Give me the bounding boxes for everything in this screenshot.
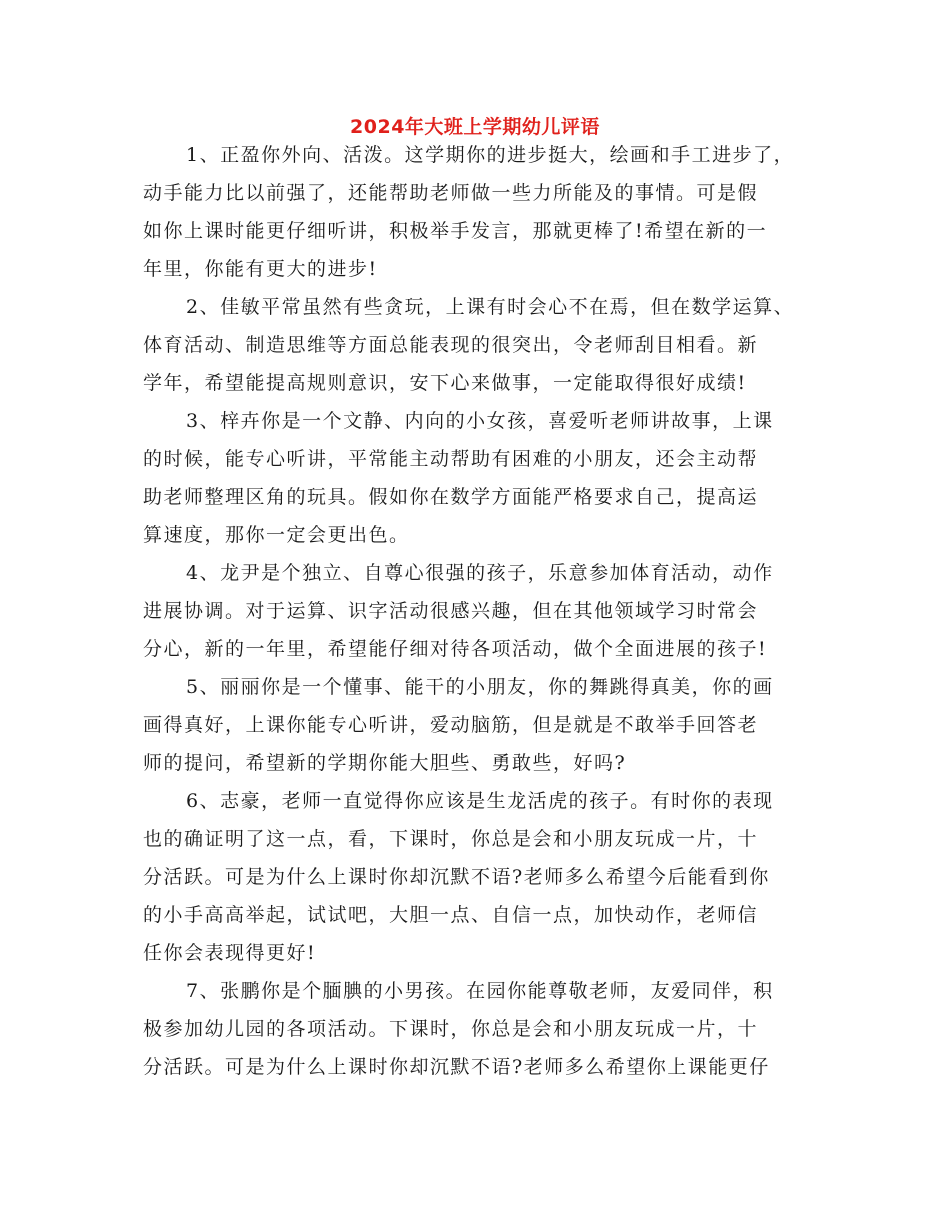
paragraph-line: 年里，你能有更大的进步! (143, 258, 378, 280)
paragraph-line: 3、梓卉你是一个文静、内向的小女孩，喜爱听老师讲故事，上课 (186, 410, 774, 432)
paragraph-line: 画得真好，上课你能专心听讲，爱动脑筋，但是就是不敢举手回答老 (143, 714, 759, 736)
paragraph-line: 分活跃。可是为什么上课时你却沉默不语?老师多么希望今后能看到你 (143, 866, 770, 888)
paragraph-line: 5、丽丽你是一个懂事、能干的小朋友，你的舞跳得真美，你的画 (186, 676, 774, 698)
paragraph-line: 体育活动、制造思维等方面总能表现的很突出，令老师刮目相看。新 (143, 334, 759, 356)
paragraph-line: 极参加幼儿园的各项活动。下课时，你总是会和小朋友玩成一片，十 (143, 1018, 759, 1040)
paragraph-line: 2、佳敏平常虽然有些贪玩，上课有时会心不在焉，但在数学运算、 (186, 296, 795, 318)
paragraph-line: 1、正盈你外向、活泼。这学期你的进步挺大，绘画和手工进步了， (186, 144, 795, 166)
paragraph-line: 进展协调。对于运算、识字活动很感兴趣，但在其他领域学习时常会 (143, 600, 759, 622)
paragraph-line: 的时候，能专心听讲，平常能主动帮助有困难的小朋友，还会主动帮 (143, 448, 759, 470)
document-title: 2024年大班上学期幼儿评语 (350, 116, 600, 138)
paragraph-line: 任你会表现得更好! (143, 942, 317, 964)
paragraph-line: 动手能力比以前强了，还能帮助老师做一些力所能及的事情。可是假 (143, 182, 759, 204)
paragraph-line: 4、龙尹是个独立、自尊心很强的孩子，乐意参加体育活动，动作 (186, 562, 774, 584)
paragraph-line: 7、张鹏你是个腼腆的小男孩。在园你能尊敬老师，友爱同伴，积 (186, 980, 774, 1002)
paragraph-line: 师的提问，希望新的学期你能大胆些、勇敢些，好吗? (143, 752, 627, 774)
paragraph-line: 算速度，那你一定会更出色。 (143, 524, 410, 546)
paragraph-line: 6、志豪，老师一直觉得你应该是生龙活虎的孩子。有时你的表现 (186, 790, 774, 812)
paragraph-line: 助老师整理区角的玩具。假如你在数学方面能严格要求自己，提高运 (143, 486, 759, 508)
paragraph-line: 也的确证明了这一点，看，下课时，你总是会和小朋友玩成一片，十 (143, 828, 759, 850)
paragraph-line: 分活跃。可是为什么上课时你却沉默不语?老师多么希望你上课能更仔 (143, 1056, 770, 1078)
paragraph-line: 分心，新的一年里，希望能仔细对待各项活动，做个全面进展的孩子! (143, 638, 768, 660)
paragraph-line: 如你上课时能更仔细听讲，积极举手发言，那就更棒了!希望在新的一 (143, 220, 768, 242)
paragraph-line: 的小手高高举起，试试吧，大胆一点、自信一点，加快动作，老师信 (143, 904, 759, 926)
paragraph-line: 学年，希望能提高规则意识，安下心来做事，一定能取得很好成绩! (143, 372, 747, 394)
